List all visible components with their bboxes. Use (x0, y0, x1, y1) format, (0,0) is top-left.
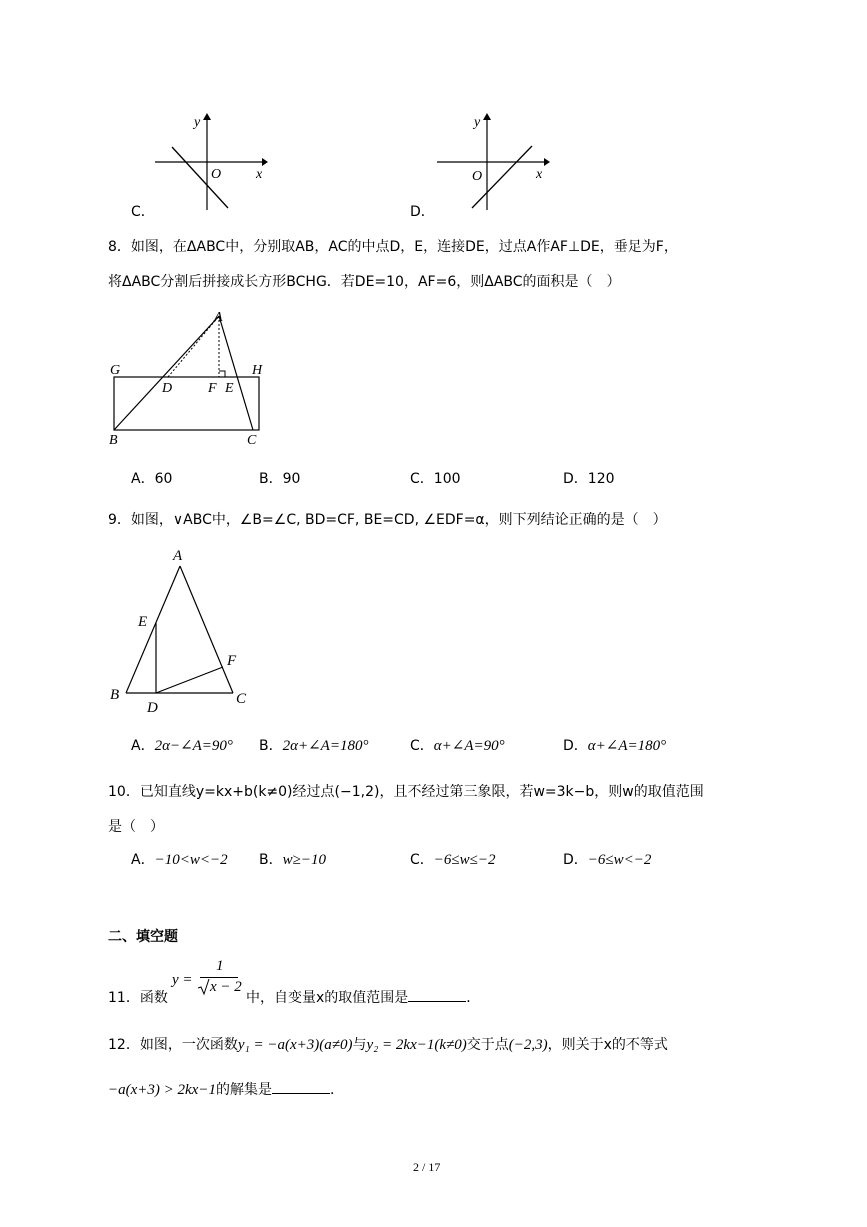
option-d-graph (432, 112, 554, 214)
page-number: 2 / 17 (413, 1160, 441, 1174)
svg-text:G: G (110, 363, 121, 378)
q8-line1: 8．如图，在ΔABC中，分别取AB，AC的中点D，E，连接DE，过点A作AF⊥DE，垂足为F， (108, 239, 678, 255)
svg-text:A: A (173, 548, 183, 564)
q9-option-b: B．2α+∠A=180° (259, 738, 369, 754)
option-d-label: D． (410, 204, 435, 220)
axis-y-label: y (194, 115, 201, 130)
q9-line1: 9．如图，∨ABC中，∠B=∠C, BD=CF, BE=CD, ∠EDF=α，则下列结论正确的是（ ） (108, 512, 667, 528)
q8-figure (105, 306, 275, 451)
q8-option-b: B．90 (259, 471, 301, 487)
svg-text:H: H (252, 363, 263, 378)
q9-option-a: A．2α−∠A=90° (131, 738, 233, 754)
q8-option-d: D．120 (563, 471, 615, 487)
option-c-graph (150, 112, 270, 214)
axis-x-label: x (256, 167, 263, 182)
svg-text:F: F (208, 381, 217, 396)
q10-line1: 10．已知直线y=kx+b(k≠0)经过点(−1,2)，且不经过第三象限，若w=3k−b，则w的取值范围 (108, 784, 704, 800)
q10-option-b: B．w≥−10 (259, 852, 326, 868)
svg-text:O: O (472, 169, 483, 184)
option-c-label: C． (131, 204, 155, 220)
svg-text:E: E (138, 614, 148, 630)
q9-option-c: C．α+∠A=90° (410, 738, 505, 754)
svg-text:y: y (474, 115, 481, 130)
svg-text:B: B (109, 433, 118, 448)
q9-option-d: D．α+∠A=180° (563, 738, 667, 754)
origin-label: O (211, 167, 222, 182)
svg-text:B: B (110, 687, 120, 703)
q11-suffix: 中，自变量x的取值范围是 ． (246, 987, 480, 1007)
answer-blank[interactable] (408, 987, 466, 1002)
q12-line2: −a(x+3) > 2kx−1的解集是 ． (108, 1079, 344, 1099)
svg-text:F: F (227, 653, 237, 669)
q8-option-a: A．60 (131, 471, 173, 487)
svg-text:C: C (236, 691, 247, 707)
svg-text:D: D (162, 381, 173, 396)
answer-blank[interactable] (272, 1079, 330, 1094)
q10-option-d: D．−6≤w<−2 (563, 852, 652, 868)
q10-option-a: A．−10<w<−2 (131, 852, 228, 868)
q11-prefix: 11．函数 (108, 990, 168, 1006)
svg-text:C: C (247, 433, 257, 448)
svg-text:D: D (147, 700, 158, 716)
svg-text:E: E (225, 381, 234, 396)
q9-figure (105, 542, 265, 717)
svg-text:x: x (536, 167, 543, 182)
q12-line1: 12．如图，一次函数y₁ = −a(x+3)(a≠0)与y₂ = 2kx−1(k≠0)交于点(−2,3)，则关于x的不等式 (108, 1037, 668, 1053)
q8-line2: 将ΔABC分割后拼接成长方形BCHG．若DE=10，AF=6，则ΔABC的面积是（ ） (108, 274, 621, 290)
q10-line2: 是（ ） (108, 819, 164, 835)
svg-text:A: A (214, 310, 223, 325)
q10-option-c: C．−6≤w≤−2 (410, 852, 496, 868)
q8-option-c: C．100 (410, 471, 461, 487)
section-heading: 二、填空题 (108, 929, 178, 945)
